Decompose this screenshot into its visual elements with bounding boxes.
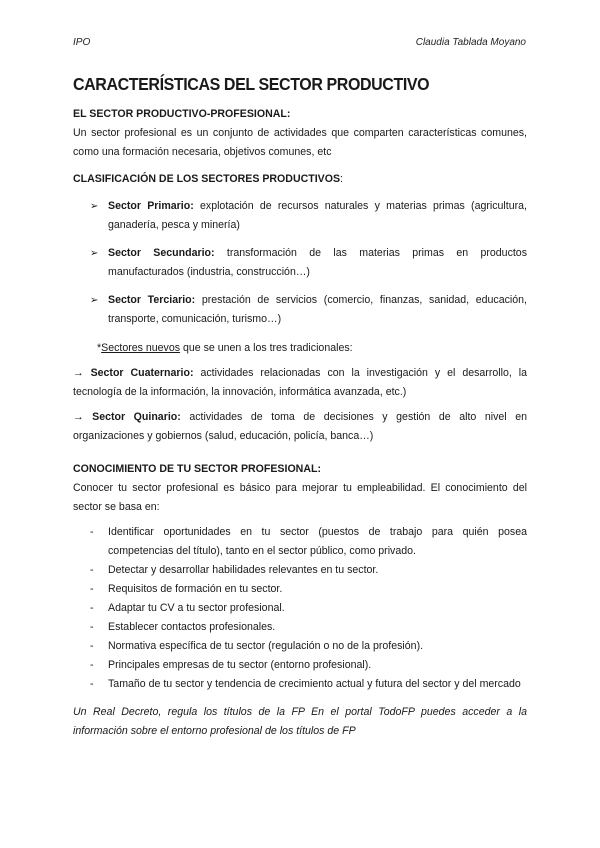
list-item-text: Identificar oportunidades en tu sector (puestos de trabajo para quién posea competencias del título), tanto en el sector público, como privado. <box>108 526 527 557</box>
section-heading-clasificacion <box>73 170 527 189</box>
list-item-text: Adaptar tu CV a tu sector profesional. <box>108 602 285 614</box>
list-item <box>73 618 527 637</box>
document-title: CARACTERÍSTICAS DEL SECTOR PRODUCTIVO <box>73 76 430 95</box>
list-item <box>73 675 527 694</box>
sector-description: transformación de las materias primas en productos manufacturados (industria, construcción…) <box>108 247 527 278</box>
section-heading-conocimiento: CONOCIMIENTO DE TU SECTOR PROFESIONAL: <box>73 463 321 475</box>
list-item <box>73 523 527 561</box>
list-item <box>73 244 527 282</box>
dash-bullet-icon: - <box>90 583 94 595</box>
section-paragraph-conocimiento: Conocer tu sector profesional es básico para mejorar tu empleabilidad. El conocimiento del sector se basa en: <box>73 482 527 513</box>
clasificacion-heading-text: CLASIFICACIÓN DE LOS SECTORES PRODUCTIVOS <box>73 173 341 185</box>
dash-bullet-icon: - <box>90 678 94 690</box>
list-item <box>73 656 527 675</box>
sector-description: explotación de recursos naturales y materias primas (agricultura, ganadería, pesca y minería) <box>108 200 527 231</box>
closing-note: Un Real Decreto, regula los títulos de la FP En el portal TodoFP puedes acceder a la información sobre el entorno profesional de los títulos de FP <box>73 706 527 737</box>
arrow-bullet-icon: ➢ <box>90 248 99 259</box>
sector-description: actividades de toma de decisiones y gestión de alto nivel en organizaciones y gobiernos (salud, educación, policía, banca…) <box>73 411 527 442</box>
list-item <box>73 291 527 329</box>
sector-name: Sector Cuaternario: <box>90 367 194 379</box>
header-author: Claudia Tablada Moyano <box>415 37 526 48</box>
sector-name: Sector Terciario: <box>108 294 196 306</box>
list-item <box>73 637 527 656</box>
section-heading-sector-productivo: EL SECTOR PRODUCTIVO-PROFESIONAL: <box>73 108 291 120</box>
page-header <box>73 36 526 50</box>
list-item-text: Establecer contactos profesionales. <box>108 621 276 633</box>
note-text: que se unen a los tres tradicionales: <box>180 342 353 354</box>
sector-description: prestación de servicios (comercio, finanzas, sanidad, educación, transporte, comunicación, turismo…) <box>108 294 528 325</box>
new-sectors-note <box>97 339 527 358</box>
right-arrow-icon: → <box>73 411 84 423</box>
sector-name: Sector Primario: <box>108 200 194 212</box>
dash-bullet-icon: - <box>90 526 94 538</box>
list-item <box>73 197 527 235</box>
list-item-text: Requisitos de formación en tu sector. <box>108 583 283 595</box>
clasificacion-heading-colon: : <box>340 173 343 185</box>
right-arrow-icon: → <box>73 367 84 379</box>
list-item <box>73 580 527 599</box>
sector-name: Sector Quinario: <box>92 411 181 423</box>
new-sectors-link[interactable]: Sectores nuevos <box>101 342 181 354</box>
list-item-text: Detectar y desarrollar habilidades relevantes en tu sector. <box>108 564 379 576</box>
list-item-text: Principales empresas de tu sector (entorno profesional). <box>108 659 372 671</box>
document-body <box>73 74 527 741</box>
knowledge-list <box>73 523 527 694</box>
dash-bullet-icon: - <box>90 640 94 652</box>
dash-bullet-icon: - <box>90 602 94 614</box>
new-sector-paragraph <box>73 364 527 402</box>
sector-name: Sector Secundario: <box>108 247 215 259</box>
list-item <box>73 561 527 580</box>
dash-bullet-icon: - <box>90 659 94 671</box>
note-asterisk: * <box>97 342 102 354</box>
new-sector-paragraph <box>73 408 527 446</box>
sector-list <box>73 197 527 329</box>
sector-description: actividades relacionadas con la investigación y el desarrollo, la tecnología de la información, la innovación, informática avanzada, etc.) <box>73 367 528 398</box>
list-item <box>73 599 527 618</box>
arrow-bullet-icon: ➢ <box>90 295 99 306</box>
dash-bullet-icon: - <box>90 621 94 633</box>
header-subject: IPO <box>73 37 91 48</box>
list-item-text: Normativa específica de tu sector (regulación o no de la profesión). <box>108 640 424 652</box>
section-paragraph-sector-productivo: Un sector profesional es un conjunto de actividades que comparten características comunes, como una formación necesaria, objetivos comunes, etc <box>73 127 527 158</box>
list-item-text: Tamaño de tu sector y tendencia de crecimiento actual y futura del sector y del mercado <box>108 678 521 690</box>
dash-bullet-icon: - <box>90 564 94 576</box>
arrow-bullet-icon: ➢ <box>90 201 99 212</box>
